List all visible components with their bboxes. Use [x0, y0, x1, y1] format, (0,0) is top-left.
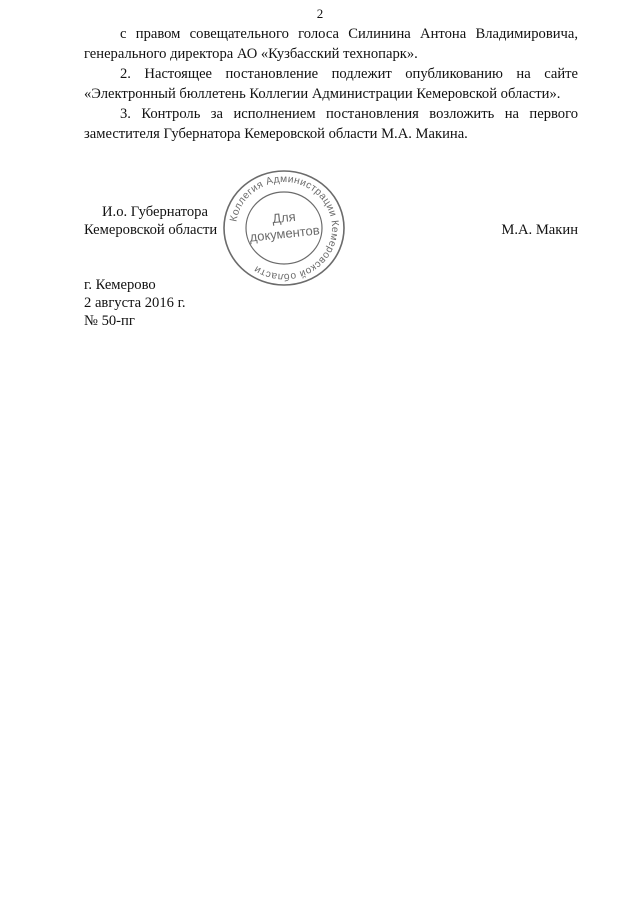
body-text: [84, 24, 578, 144]
page-number: 2: [316, 6, 324, 21]
stamp-center-line-1: Для: [271, 208, 297, 227]
paragraph-3: 3. Контроль за исполнением постановления возложить на первого заместителя Губернатора Кемеровской области М.А. Макина.: [84, 106, 578, 142]
signatory-name: М.А. Макин: [501, 222, 578, 238]
footer-date: 2 августа 2016 г.: [84, 295, 186, 311]
footer-city: г. Кемерово: [84, 277, 156, 293]
signatory-title-line-2: Кемеровской области: [84, 222, 218, 238]
official-stamp: [219, 166, 349, 290]
stamp-center-line-2: документов: [248, 222, 321, 245]
signatory-title-line-1: И.о. Губернатора: [102, 204, 208, 220]
stamp-ring-text: Коллегия Администрации Кемеровской области: [228, 173, 341, 283]
paragraph-1: с правом совещательного голоса Силинина Антона Владимировича, генерального директора АО «Кузбасский технопарк».: [84, 26, 578, 62]
footer-number: № 50-пг: [84, 313, 135, 329]
paragraph-2: 2. Настоящее постановление подлежит опубликованию на сайте «Электронный бюллетень Коллегии Администрации Кемеровской области».: [84, 66, 578, 102]
document-footer: [84, 276, 186, 330]
